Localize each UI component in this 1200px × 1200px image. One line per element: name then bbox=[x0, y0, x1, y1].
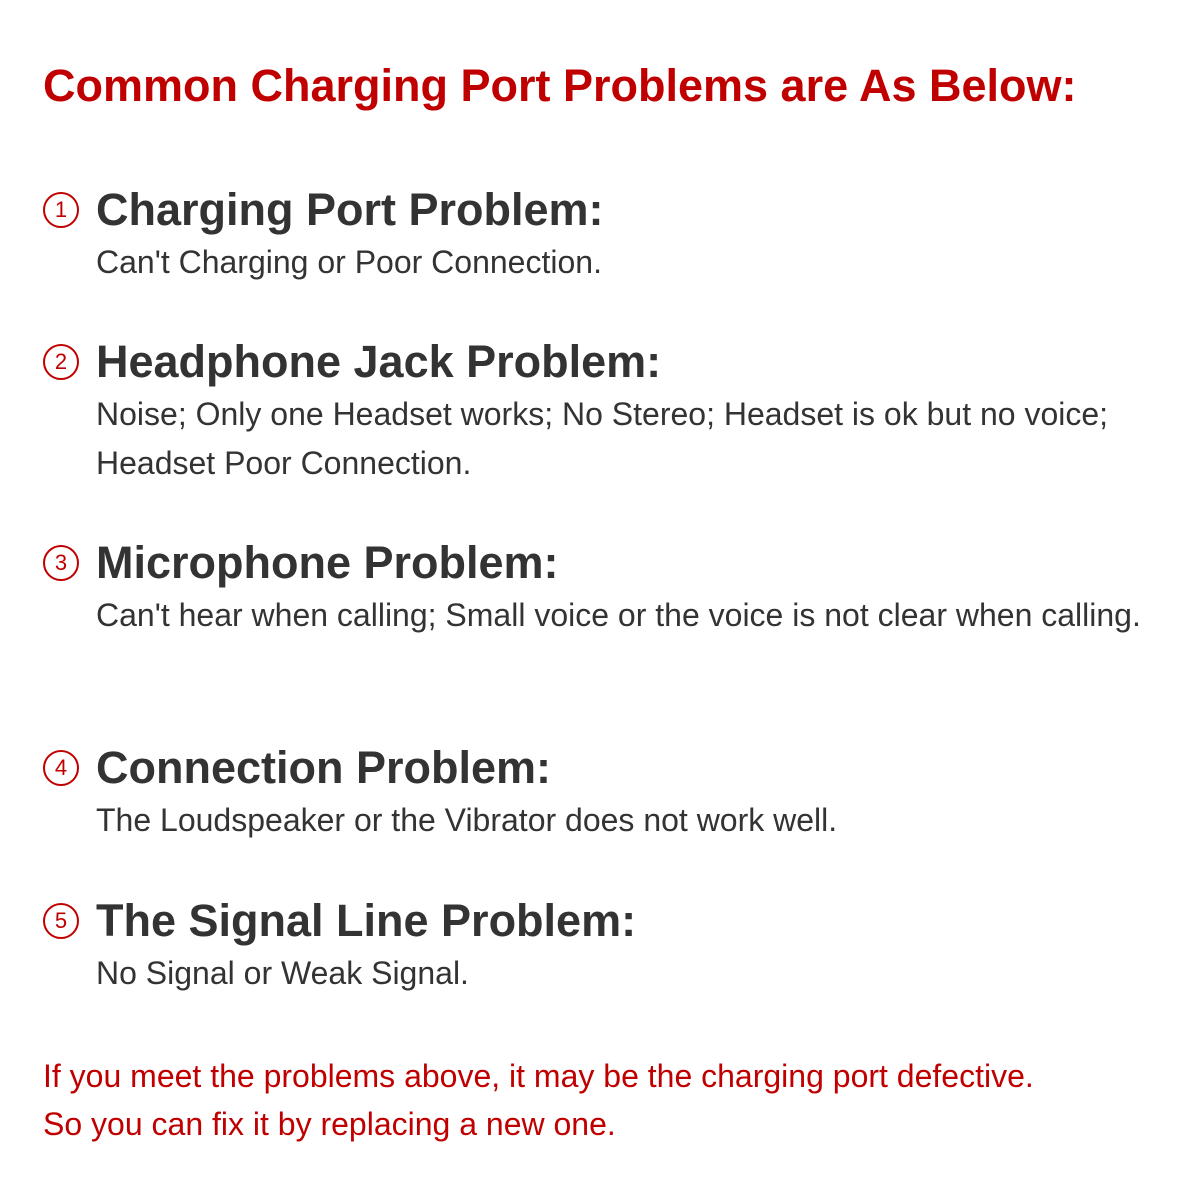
problem-description: Can't Charging or Poor Connection. bbox=[96, 244, 602, 280]
footer-line-1: If you meet the problems above, it may be the charging port defective. bbox=[43, 1058, 1034, 1094]
page-title: Common Charging Port Problems are As Below: bbox=[43, 60, 1077, 111]
problem-heading: The Signal Line Problem: bbox=[96, 895, 637, 946]
problem-description: Noise; Only one Headset works; No Stereo; Headset is ok but no voice; Headset Poor Connection. bbox=[96, 396, 1109, 481]
footer-line-2: So you can fix it by replacing a new one. bbox=[43, 1106, 616, 1142]
problem-heading: Microphone Problem: bbox=[96, 537, 559, 588]
problem-description: Can't hear when calling; Small voice or the voice is not clear when calling. bbox=[96, 597, 1141, 633]
problem-description: No Signal or Weak Signal. bbox=[96, 955, 469, 991]
number-badge: 5 bbox=[43, 903, 79, 939]
number-badge: 2 bbox=[43, 344, 79, 380]
problem-heading: Headphone Jack Problem: bbox=[96, 336, 662, 387]
problem-heading: Connection Problem: bbox=[96, 742, 552, 793]
number-badge: 3 bbox=[43, 545, 79, 581]
number-badge: 1 bbox=[43, 192, 79, 228]
problem-description: The Loudspeaker or the Vibrator does not work well. bbox=[96, 802, 838, 838]
footer-note bbox=[43, 1052, 1173, 1148]
number-badge: 4 bbox=[43, 750, 79, 786]
problem-heading: Charging Port Problem: bbox=[96, 184, 604, 235]
